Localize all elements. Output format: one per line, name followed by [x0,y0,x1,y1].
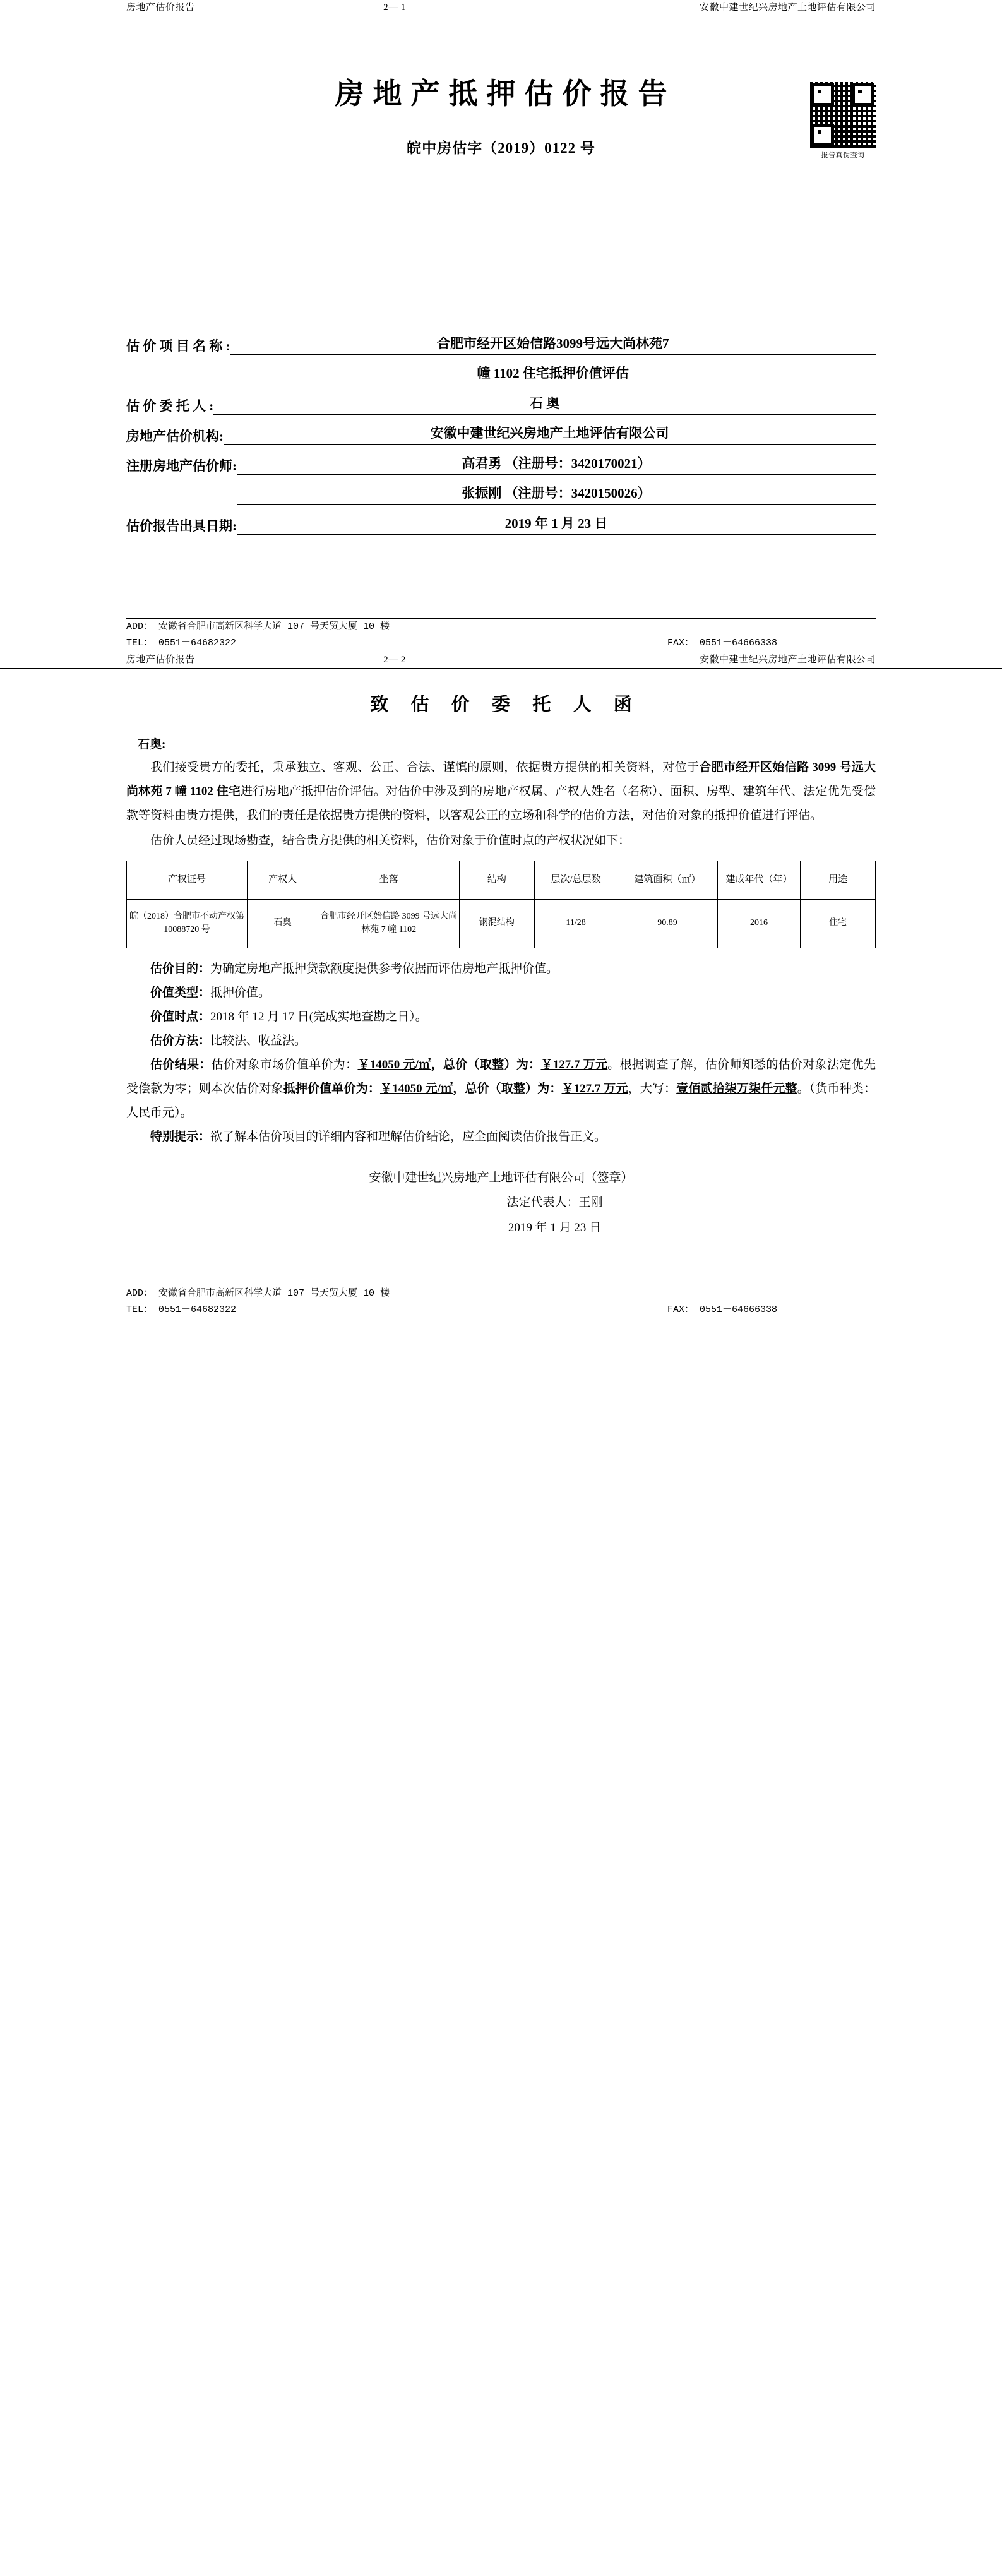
field-label: 估 价 项 目 名 称 : [126,338,230,354]
field-value-line2: 张振刚 （注册号：3420150026） [237,484,876,504]
footer-address: ADD： 安徽省合肥市高新区科学大道 107 号天贸大厦 10 楼 [126,1288,390,1299]
item-value-type [126,981,876,1005]
letter-page [0,652,1002,1319]
field-appraisal-agency [126,424,876,444]
footer-address: ADD： 安徽省合肥市高新区科学大道 107 号天贸大厦 10 楼 [126,621,390,633]
result-text-1: 估价对象市场价值单价为： [211,1058,358,1071]
field-label: 估 价 委 托 人 : [126,398,214,414]
signature-legal-rep: 法定代表人：王刚 [506,1196,603,1210]
letter-paragraph-2: 估价人员经过现场勘查，结合贵方提供的相关资料，估价对象于价值时点的产权状况如下： [150,833,631,847]
cover-bottom-spacer [126,544,876,618]
table-cell-cert-no: 皖（2018）合肥市不动产权第 10088720 号 [127,899,248,948]
field-appraisers-line2 [126,484,876,504]
item-key: 估价目的： [150,962,211,975]
page-title: 房地产抵押估价报告 [335,78,676,110]
item-key: 价值类型： [150,986,211,999]
item-key: 价值时点： [150,1010,211,1023]
result-text-3: 。根据调查了解，估价师知悉的估价对象法定优先受偿款为零；则本次估价对象 [126,1058,876,1095]
item-text: 比较法、收益法。 [210,1034,307,1047]
field-value: 2019 年 1 月 23 日 [237,514,876,535]
footer-contact [126,635,876,652]
item-key: 估价结果： [150,1058,212,1071]
letter-footer [0,1285,1002,1319]
field-label: 房地产估价机构: [126,428,224,444]
item-value-date [126,1005,876,1029]
letter-paragraph-1 [126,756,876,828]
running-header-company: 安徽中建世纪兴房地产土地评估有限公司 [699,654,876,665]
table-header-cell: 用途 [801,861,876,899]
item-method [126,1029,876,1053]
item-text: 2018 年 12 月 17 日(完成实地查勘之日）。 [210,1010,427,1023]
item-key: 特别提示： [150,1130,211,1143]
letter-content [0,690,1002,1285]
qr-code-icon[interactable] [810,82,876,148]
field-label: 估价报告出具日期: [126,518,237,534]
table-cell-area: 90.89 [617,899,717,948]
result-text-2: ，总价（取整）为： [431,1058,541,1071]
item-purpose [126,957,876,981]
field-label: 注册房地产估价师: [126,458,237,474]
signature-company: 安徽中建世纪兴房地产土地评估有限公司（签章） [369,1171,633,1184]
letter-bottom-spacer [126,1241,876,1285]
running-header-left: 房地产估价报告 [126,3,195,13]
signature-date: 2019 年 1 月 23 日 [508,1221,602,1235]
table-header-cell: 层次/总层数 [534,861,617,899]
field-value: 合肥市经开区始信路3099号远大尚林苑7 [230,334,876,355]
key-items-list [126,957,876,1149]
table-row [127,899,876,948]
table-header-cell: 建成年代（年） [717,861,801,899]
para1-pre: 我们接受贵方的委托，秉承独立、客观、公正、合法、谨慎的原则，依据贵方提供的相关资料，对位于 [150,760,700,774]
result-text-4: 抵押价值单价为： [283,1082,380,1095]
cover-footer [0,619,1002,652]
field-issue-date [126,514,876,535]
table-cell-structure: 钢混结构 [460,899,535,948]
item-result [126,1053,876,1125]
table-header-cell: 结构 [460,861,535,899]
qr-verify-block[interactable] [810,82,876,160]
field-value: 高君勇 （注册号：3420170021） [237,454,876,475]
result-text-5: ，总价（取整）为： [453,1082,562,1095]
result-unit-price: ￥14050 元/㎡ [357,1058,431,1071]
table-header-cell: 建筑面积（㎡） [617,861,717,899]
footer-tel: TEL： 0551－64682322 [126,1304,237,1316]
running-header-left: 房地产估价报告 [126,654,195,665]
field-value: 石 奥 [213,394,876,415]
running-header-page-number: 2— 1 [383,3,406,13]
item-key: 估价方法： [150,1034,211,1047]
result-unit-price-2: ￥14050 元/㎡ [379,1082,453,1095]
cover-page [0,0,1002,652]
footer-contact [126,1302,876,1318]
result-text-6: ，大写： [628,1082,677,1095]
para1-post: 进行房地产抵押估价评估。对估价中涉及到的房地产权属、产权人姓名（名称）、面积、房型、建筑年代、法定优先受偿款等资料由贵方提供，我们的责任是依据贵方提供的资料，以客观公正的立场和科学的估价方法，对估价对象的抵押价值进行评估。 [126,784,876,822]
field-project-name-line2 [126,364,876,385]
table-cell-location: 合肥市经开区始信路 3099 号远大尚林苑 7 幢 1102 [318,899,460,948]
letter-salutation: 石奥: [138,737,166,751]
table-cell-year: 2016 [717,899,801,948]
table-header-row [127,861,876,899]
running-header-page-number: 2— 2 [383,654,406,665]
result-total-price: ￥127.7 万元 [540,1058,608,1071]
para1-underline: 合肥市经开区始信路 3099 号远大尚林苑 7 幢 1102 住宅 [126,760,876,798]
signature-block [126,1166,876,1241]
report-number: 皖中房估字（2019）0122 号 [407,140,595,156]
qr-label: 报告真伪查询 [821,152,865,159]
cover-spacer [126,157,876,328]
running-header-page1 [0,0,1002,16]
running-header-page2 [0,652,1002,669]
cover-field-list [126,334,876,535]
running-header-company: 安徽中建世纪兴房地产土地评估有限公司 [699,3,876,13]
item-notice [126,1125,876,1149]
item-text: 抵押价值。 [210,986,271,999]
property-table [126,861,876,948]
field-value-line2: 幢 1102 住宅抵押价值评估 [230,364,876,385]
field-appraisers [126,454,876,475]
result-total-price-2: ￥127.7 万元 [561,1082,628,1095]
item-text: 欲了解本估价项目的详细内容和理解估价结论，应全面阅读估价报告正文。 [210,1130,607,1143]
table-header-cell: 产权人 [248,861,318,899]
table-cell-floor: 11/28 [534,899,617,948]
item-text: 为确定房地产抵押贷款额度提供参考依据而评估房地产抵押价值。 [210,962,559,975]
result-text-7: 。（货币种类：人民币元）。 [126,1082,876,1119]
footer-fax: FAX： 0551－64666338 [667,638,778,649]
table-cell-usage: 住宅 [801,899,876,948]
field-client [126,394,876,415]
table-cell-owner: 石奥 [248,899,318,948]
cover-content [0,71,1002,618]
letter-title: 致 估 价 委 托 人 函 [370,694,641,715]
table-header-cell: 坐落 [318,861,460,899]
footer-fax: FAX： 0551－64666338 [667,1304,778,1316]
table-header-cell: 产权证号 [127,861,248,899]
field-value: 安徽中建世纪兴房地产土地评估有限公司 [224,424,876,444]
result-capital-amount: 壹佰贰拾柒万柒仟元整 [676,1082,797,1095]
footer-tel: TEL： 0551－64682322 [126,638,237,649]
field-project-name [126,334,876,355]
